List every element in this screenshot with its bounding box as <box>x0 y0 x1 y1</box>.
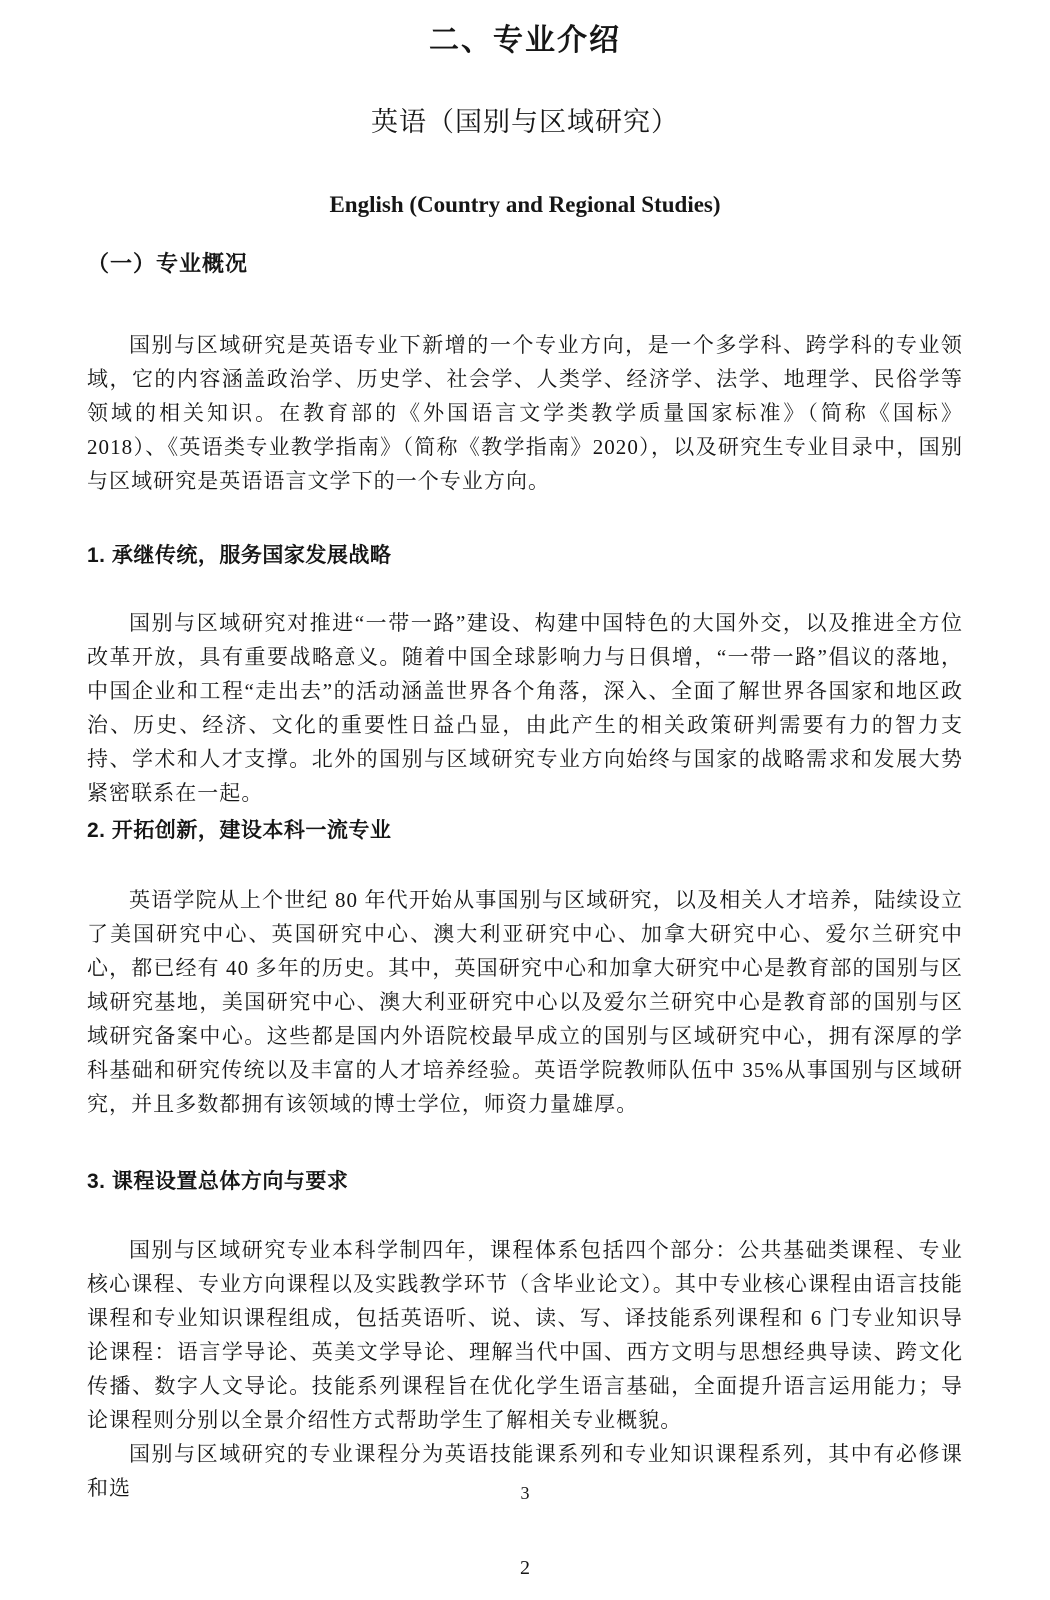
overview-paragraph-block <box>87 328 963 498</box>
section-1-body <box>87 606 963 810</box>
section-3-body <box>87 1233 963 1505</box>
overview-section-heading: （一）专业概况 <box>87 251 249 276</box>
section-2-heading: 2. 开拓创新，建设本科一流专业 <box>87 819 392 842</box>
program-name-english: English (Country and Regional Studies) <box>329 192 721 217</box>
document-title: 二、专业介绍 <box>429 24 621 57</box>
section-3-paragraph-1: 国别与区域研究专业本科学制四年，课程体系包括四个部分：公共基础类课程、专业核心课程、专业方向课程以及实践教学环节（含毕业论文）。其中专业核心课程由语言技能课程和专业知识课程组成，包括英语听、说、读、写、译技能系列课程和 6 门专业知识导论课程：语言学导论、英美文学导论、理解当代中国、西方文明与思想经典导读、跨文化传播、数字人文导论。技能系列课程旨在优化学生语言基础，全面提升语言运用能力；导论课程则分别以全景介绍性方式帮助学生了解相关专业概貌。 <box>87 1238 963 1432</box>
section-1-heading: 1. 承继传统，服务国家发展战略 <box>87 544 392 567</box>
program-name-chinese: 英语（国别与区域研究） <box>371 107 679 137</box>
overview-paragraph: 国别与区域研究是英语专业下新增的一个专业方向，是一个多学科、跨学科的专业领域，它的内容涵盖政治学、历史学、社会学、人类学、经济学、法学、地理学、民俗学等领域的相关知识。在教育部的《外国语言文学类教学质量国家标准》（简称《国标》2018）、《英语类专业教学指南》（简称《教学指南》2020），以及研究生专业目录中，国别与区域研究是英语语言文学下的一个专业方向。 <box>87 333 963 493</box>
content-page-number: 3 <box>520 1483 530 1503</box>
section-3-paragraph-2: 国别与区域研究的专业课程分为英语技能课系列和专业知识课程系列，其中有必修课和选 <box>87 1442 963 1500</box>
section-2-paragraph: 英语学院从上个世纪 80 年代开始从事国别与区域研究，以及相关人才培养，陆续设立了美国研究中心、英国研究中心、澳大利亚研究中心、加拿大研究中心、爱尔兰研究中心，都已经有 40 多年的历史。其中，英国研究中心和加拿大研究中心是教育部的国别与区域研究基地，美国研究中心、澳大利亚研究中心以及爱尔兰研究中心是教育部的国别与区域研究备案中心。这些都是国内外语院校最早成立的国别与区域研究中心，拥有深厚的学科基础和研究传统以及丰富的人才培养经验。英语学院教师队伍中 35%从事国别与区域研究，并且多数都拥有该领域的博士学位，师资力量雄厚。 <box>87 888 963 1116</box>
page-number: 2 <box>520 1557 530 1579</box>
section-3-heading: 3. 课程设置总体方向与要求 <box>87 1170 349 1193</box>
section-1-paragraph: 国别与区域研究对推进“一带一路”建设、构建中国特色的大国外交，以及推进全方位改革开放，具有重要战略意义。随着中国全球影响力与日俱增，“一带一路”倡议的落地，中国企业和工程“走出去”的活动涵盖世界各个角落，深入、全面了解世界各国家和地区政治、历史、经济、文化的重要性日益凸显，由此产生的相关政策研判需要有力的智力支持、学术和人才支撑。北外的国别与区域研究专业方向始终与国家的战略需求和发展大势紧密联系在一起。 <box>87 611 963 805</box>
section-2-body <box>87 883 963 1121</box>
